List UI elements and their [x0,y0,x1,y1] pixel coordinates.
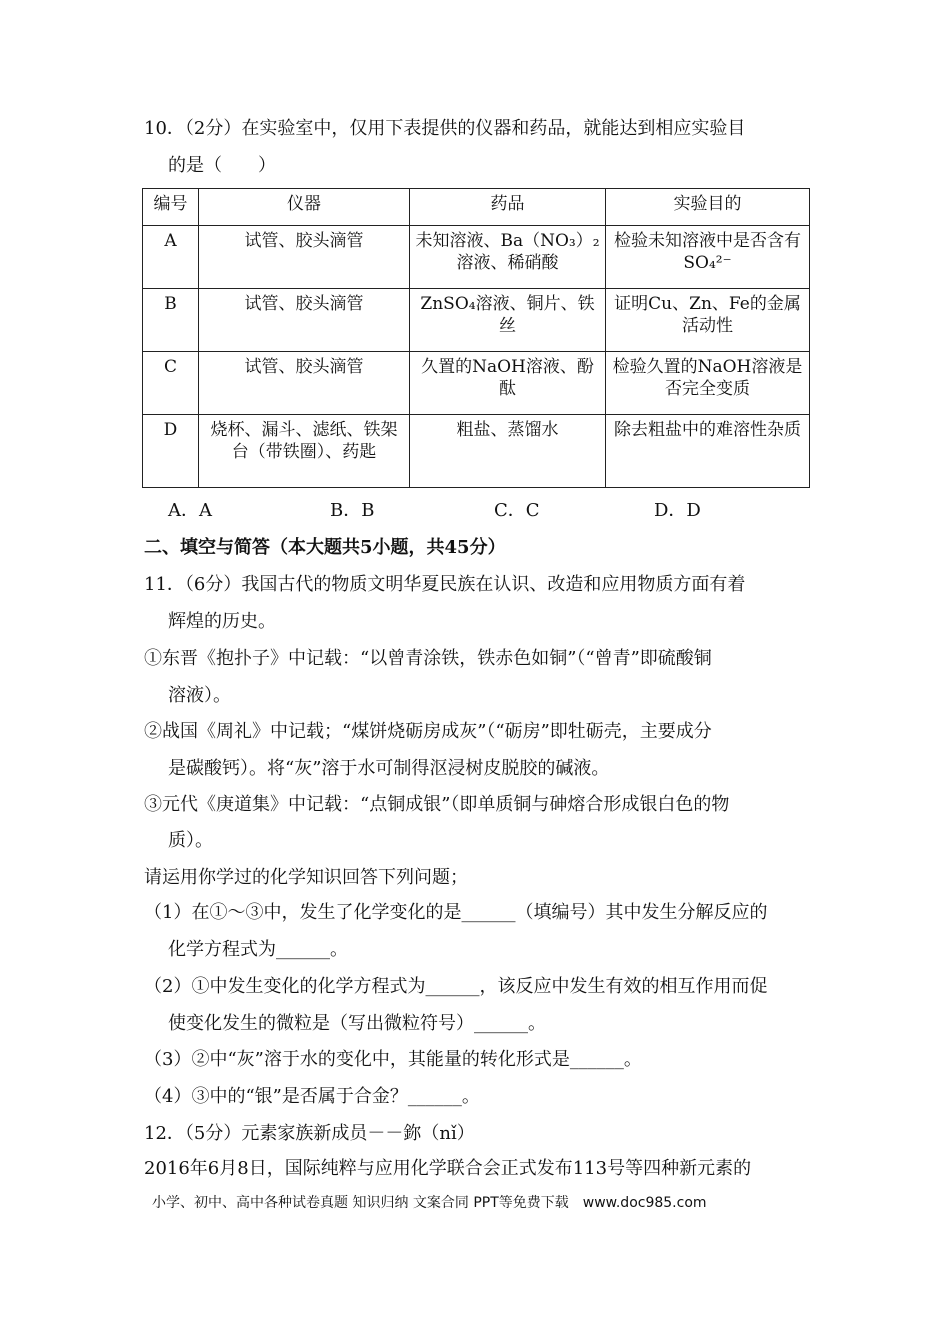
q11-sub4[interactable]: （4）③中的“银”是否属于合金？______。 [144,1086,480,1107]
table-row [143,289,810,352]
q11-item3-line2: 质）。 [168,830,213,851]
q11-stem-line1: 11．（6分）我国古代的物质文明华夏民族在认识、改造和应用物质方面有着 [144,574,746,595]
row-id: C [143,352,199,415]
row-id: B [143,289,199,352]
header-reagent: 药品 [410,189,606,226]
row-reagent: 粗盐、蒸馏水 [410,415,606,488]
row-instrument: 试管、胶头滴管 [199,289,410,352]
q11-sub2-line1[interactable]: （2）①中发生变化的化学方程式为______，该反应中发生有效的相互作用而促 [144,976,768,997]
table-row [143,352,810,415]
row-purpose: 检验未知溶液中是否含有SO₄²⁻ [606,226,810,289]
q11-sub1-line1[interactable]: （1）在①～③中，发生了化学变化的是______（填编号）其中发生分解反应的 [144,902,768,923]
row-purpose: 检验久置的NaOH溶液是否完全变质 [606,352,810,415]
q12-stem-line1: 12．（5分）元素家族新成员－－鉨（nǐ） [144,1123,475,1144]
row-instrument: 试管、胶头滴管 [199,226,410,289]
q10-stem-line1: 10．（2分）在实验室中，仅用下表提供的仪器和药品，就能达到相应实验目 [144,118,746,139]
q11-item1-line2: 溶液）。 [168,685,231,706]
row-id: A [143,226,199,289]
q10-stem-line2: 的是（ ） [168,155,276,176]
header-id: 编号 [143,189,199,226]
q11-item3-line1: ③元代《庚道集》中记载：“点铜成银”（即单质铜与砷熔合形成银白色的物 [144,794,730,815]
header-purpose: 实验目的 [606,189,810,226]
header-instrument: 仪器 [199,189,410,226]
q11-sub3[interactable]: （3）②中“灰”溶于水的变化中，其能量的转化形式是______。 [144,1049,642,1070]
q11-item2-line2: 是碳酸钙）。将“灰”溶于水可制得沤浸树皮脱胶的碱液。 [168,758,610,779]
table-header-row [143,189,810,226]
q10-options [0,499,950,523]
q11-item2-line1: ②战国《周礼》中记载；“煤饼烧砺房成灰”（“砺房”即牡砺壳，主要成分 [144,721,712,742]
q12-stem-line2: 2016年6月8日，国际纯粹与应用化学联合会正式发布113号等四种新元素的 [144,1158,752,1179]
q11-sub2-line2[interactable]: 使变化发生的微粒是（写出微粒符号）______。 [168,1013,546,1034]
row-id: D [143,415,199,488]
row-instrument: 试管、胶头滴管 [199,352,410,415]
table-row [143,226,810,289]
section-heading: 二、填空与简答（本大题共5小题，共45分） [144,537,506,558]
q11-prompt: 请运用你学过的化学知识回答下列问题； [144,867,468,888]
row-purpose: 证明Cu、Zn、Fe的金属活动性 [606,289,810,352]
footer-text: 小学、初中、高中各种试卷真题 知识归纳 文案合同 PPT等免费下载 www.doc985.com [152,1195,707,1211]
q11-item1-line1: ①东晋《抱扑子》中记载：“以曾青涂铁，铁赤色如铜”（“曾青”即硫酸铜 [144,648,712,669]
experiment-table [142,188,810,488]
option-d[interactable]: D．D [654,500,701,521]
option-c[interactable]: C．C [494,500,540,521]
option-b[interactable]: B．B [330,500,375,521]
row-reagent: ZnSO₄溶液、铜片、铁丝 [410,289,606,352]
q11-sub1-line2[interactable]: 化学方程式为______。 [168,939,348,960]
row-purpose: 除去粗盐中的难溶性杂质 [606,415,810,488]
row-instrument: 烧杯、漏斗、滤纸、铁架台（带铁圈）、药匙 [199,415,410,488]
row-reagent: 未知溶液、Ba（NO₃）₂溶液、稀硝酸 [410,226,606,289]
option-a[interactable]: A．A [168,500,212,521]
table-row [143,415,810,488]
row-reagent: 久置的NaOH溶液、酚酞 [410,352,606,415]
q11-stem-line2: 辉煌的历史。 [168,611,276,632]
